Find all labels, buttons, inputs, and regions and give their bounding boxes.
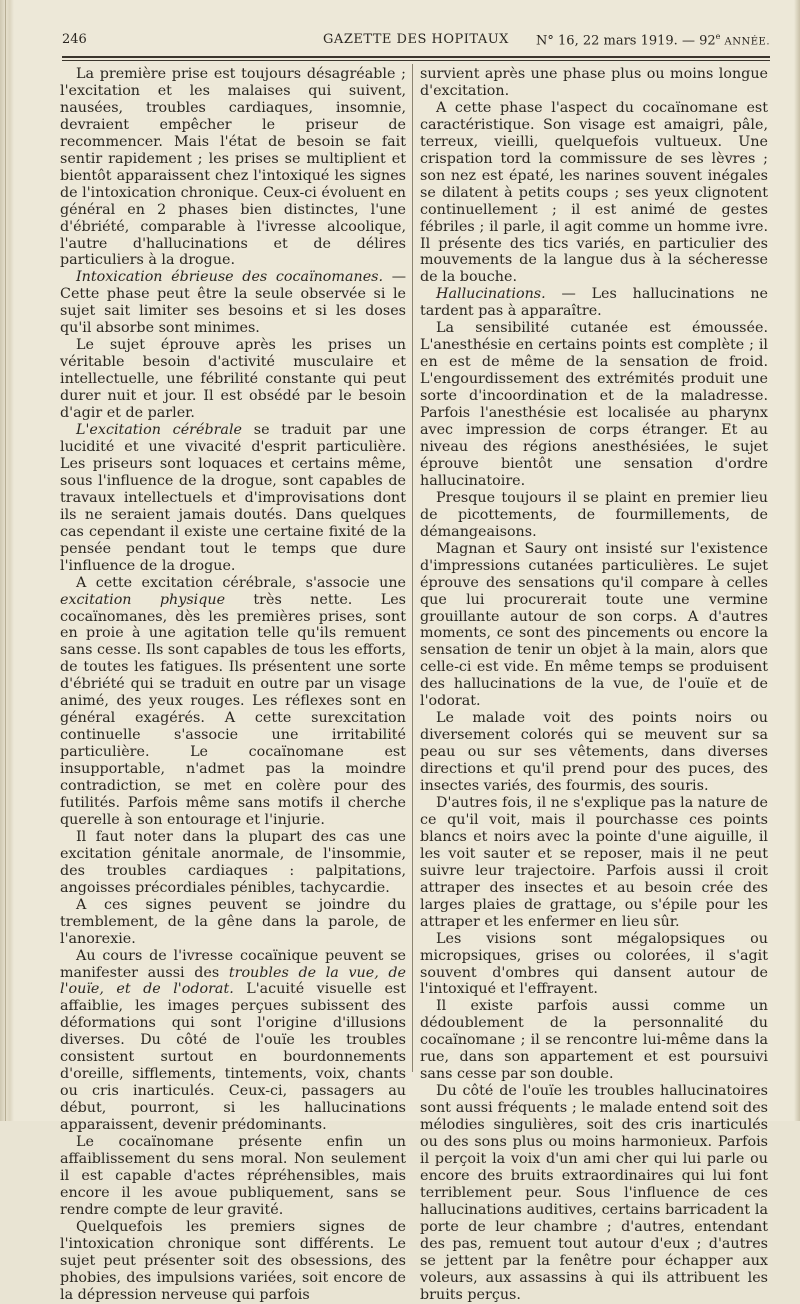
paragraph [60, 422, 406, 575]
right-column [420, 66, 768, 1304]
page-number: 246 [62, 32, 87, 47]
section-heading: Intoxication ébrieuse des cocaïnomanes. [76, 269, 384, 286]
paragraph: Magnan et Saury ont insisté sur l'existence d'impressions cutanées particulières. Le sujet éprouve des sensations qu'il compare à celles que lui procurerait toute une vermine grouillante autour de son corps. A d'autres moments, ce sont des pincements ou encore la sensation de tenir un objet à la main, alors que celle-ci est vide. En même temps se produisent des hallucinations de la vue, de l'ouïe et de l'odorat. [420, 540, 768, 710]
paragraph [60, 948, 406, 1134]
paragraph-text: L'acuité visuelle est affaiblie, les images perçues subissent des déformations qui sont l'origine d'illusions diverses. Du côté de l'ouïe les troubles consistent surtout en bourdonnements d'oreille, sifflements, tintements, voix, chants ou cris inarticulés. Ceux-ci, passagers au début, pourront, si les hallucinations apparaissent, devenir prédominants. [60, 981, 406, 1134]
paragraph: Quelquefois les premiers signes de l'intoxication chronique sont différents. Le sujet peut présenter soit des obsessions, des phobies, des impulsions variées, soit encore de la dépression nerveuse qui parfois [60, 1218, 406, 1303]
header-rule-thin [62, 60, 770, 61]
italic-phrase: excitation physique [60, 591, 226, 608]
paragraph-text: A cette excitation cérébrale, s'associe une [76, 574, 406, 591]
paragraph: A cette phase l'aspect du cocaïnomane est caractéristique. Son visage est amaigri, pâle, terreux, vieilli, quelquefois vultueux. Une crispation tord la commissure de ses lèvres ; son nez est épaté, les narines souvent inégales se dilatent à petits coups ; ses yeux clignotent continuellement ; il est animé de gestes fébriles ; il parle, il agit comme un homme ivre. Il présente des tics variés, en particulier des mouvements de la langue dus à la sécheresse de la bouche. [420, 99, 768, 286]
paragraph [420, 286, 768, 320]
paragraph [60, 575, 406, 829]
paragraph [60, 269, 406, 337]
paragraph: La première prise est toujours désagréable ; l'excitation et les malaises qui suivent, nausées, troubles cardiaques, insomnie, devraient empêcher le priseur de recommencer. Mais l'état de besoin se fait sentir rapidement ; les prises se multiplient et bientôt apparaissent chez l'intoxiqué les signes de l'intoxication chronique. Ceux-ci évoluent en général en 2 phases bien distinctes, l'une d'ébriété, comparable à l'ivresse alcoolique, l'autre d'hallucinations et de délires particuliers à la drogue. [60, 66, 406, 269]
paragraph-text: — Les hallucinations ne tardent pas à apparaître. [420, 286, 768, 320]
journal-title: GAZETTE DES HOPITAUX [323, 32, 509, 47]
paragraph: Il existe parfois aussi comme un dédoublement de la personnalité du cocaïnomane ; il se rencontre lui-même dans la rue, dans son appartement et est poursuivi sans cesse par son double. [420, 998, 768, 1083]
column-divider [412, 64, 413, 1072]
paragraph-text: se traduit par une lucidité et une vivacité d'esprit particulière. Les priseurs sont loquaces et certains même, sous l'influence de la drogue, sont capables de travaux intellectuels et d'improvisations dont ils ne seraient jamais doutés. Dans quelques cas cependant il existe une certaine fixité de la pensée pendant tout le temps que dure l'influence de la drogue. [60, 422, 406, 574]
page-binding-edge [0, 0, 14, 1121]
section-heading: Hallucinations. [436, 286, 546, 303]
issue-annee: ANNÉE. [724, 36, 770, 48]
paragraph: La sensibilité cutanée est émoussée. L'anesthésie en certains points est complète ; il en est de même de la sensation de froid. L'engourdissement des extrémités produit une sorte d'incoordination et de la maladresse. Parfois l'anesthésie est localisée au pharynx avec impression de corps étranger. Et au niveau des régions anesthésiées, le sujet éprouve bientôt une sensation d'ordre hallucinatoire. [420, 320, 768, 489]
page-header [62, 32, 770, 52]
paragraph-text: très nette. Les cocaïnomanes, dès les premières prises, sont en proie à une agitation telle qu'ils remuent sans cesse. Ils sont capables de tous les efforts, de toutes les fatigues. Ils présentent une sorte d'ébriété qui se traduit en outre par un visage animé, des yeux rouges. Les réflexes sont en général exagérés. A cette surexcitation continuelle s'associe une irritabilité particulière. Le cocaïnomane est insupportable, n'admet pas la moindre contradiction, se met en colère pour des futilités. Parfois même sans motifs il cherche querelle à son entourage et l'injurie. [60, 591, 406, 828]
paragraph: Le malade voit des points noirs ou diversement colorés qui se meuvent sur sa peau ou sur ses vêtements, dans diverses directions et qu'il prend pour des puces, des insectes variés, des fourmis, des souris. [420, 710, 768, 795]
italic-phrase: troubles de la vue, de l'ouïe, et de l'odorat. [60, 964, 406, 998]
italic-phrase: L'excitation cérébrale [76, 422, 242, 439]
paragraph: D'autres fois, il ne s'explique pas la nature de ce qu'il voit, mais il pourchasse ces points blancs et noirs avec la pointe d'une aiguille, il les voit sauter et se reposer, mais il ne peut suivre leur trajectoire. Parfois aussi il croit attraper des insectes et au besoin crée des larges plaies de grattage, ou s'épile pour les attraper et les enfermer en lieu sûr. [420, 794, 768, 930]
paragraph: Les visions sont mégalopsiques ou micropsiques, grises ou colorées, il s'agit souvent d'ombres qui dansent autour de l'intoxiqué et l'effrayent. [420, 930, 768, 998]
page-right-edge [794, 0, 800, 1121]
paragraph: Presque toujours il se plaint en premier lieu de picottements, de fourmillements, de démangeaisons. [420, 489, 768, 540]
paragraph: Il faut noter dans la plupart des cas une excitation génitale anormale, de l'insommie, des troubles cardiaques : palpitations, angoisses précordiales pénibles, tachycardie. [60, 828, 406, 896]
paragraph: Du côté de l'ouïe les troubles hallucinatoires sont aussi fréquents ; le malade entend soit des mélodies singulières, soit des cris inarticulés ou des sons plus ou moins harmonieux. Parfois il perçoit la voix d'un ami cher qui lui parle ou encore des bruits extraordinaires qui lui font terriblement peur. Sous l'influence de ces hallucinations auditives, certains barricadent la porte de leur chambre ; d'autres, entendant des pas, remuent tout autour d'eux ; d'autres se jettent par la fenêtre pour échapper aux voleurs, aux assassins à qui ils attribuent les bruits perçus. [420, 1083, 768, 1303]
paragraph: Le sujet éprouve après les prises un véritable besoin d'activité musculaire et intellectuelle, une fébrilité constante qui peut durer nuit et jour. Il est obsédé par le besoin d'agir et de parler. [60, 337, 406, 422]
paragraph: A ces signes peuvent se joindre du tremblement, de la gêne dans la parole, de l'anorexie. [60, 896, 406, 947]
paragraph: survient après une phase plus ou moins longue d'excitation. [420, 66, 768, 99]
header-rule [62, 56, 770, 58]
issue-superscript: e [715, 32, 721, 41]
left-column [60, 66, 406, 1304]
paragraph-text: — Cette phase peut être la seule observée si le sujet sait limiter ses besoins et si les doses qu'il absorbe sont minimes. [60, 269, 406, 337]
issue-info [536, 32, 770, 48]
issue-date: N° 16, 22 mars 1919. — 92 [536, 33, 716, 49]
paragraph-text: Au cours de l'ivresse cocaïnique peuvent se manifester aussi des [60, 947, 406, 981]
paragraph: Le cocaïnomane présente enfin un affaiblissement du sens moral. Non seulement il est capable d'actes répréhensibles, mais encore il les avoue publiquement, sans se rendre compte de leur gravité. [60, 1134, 406, 1218]
